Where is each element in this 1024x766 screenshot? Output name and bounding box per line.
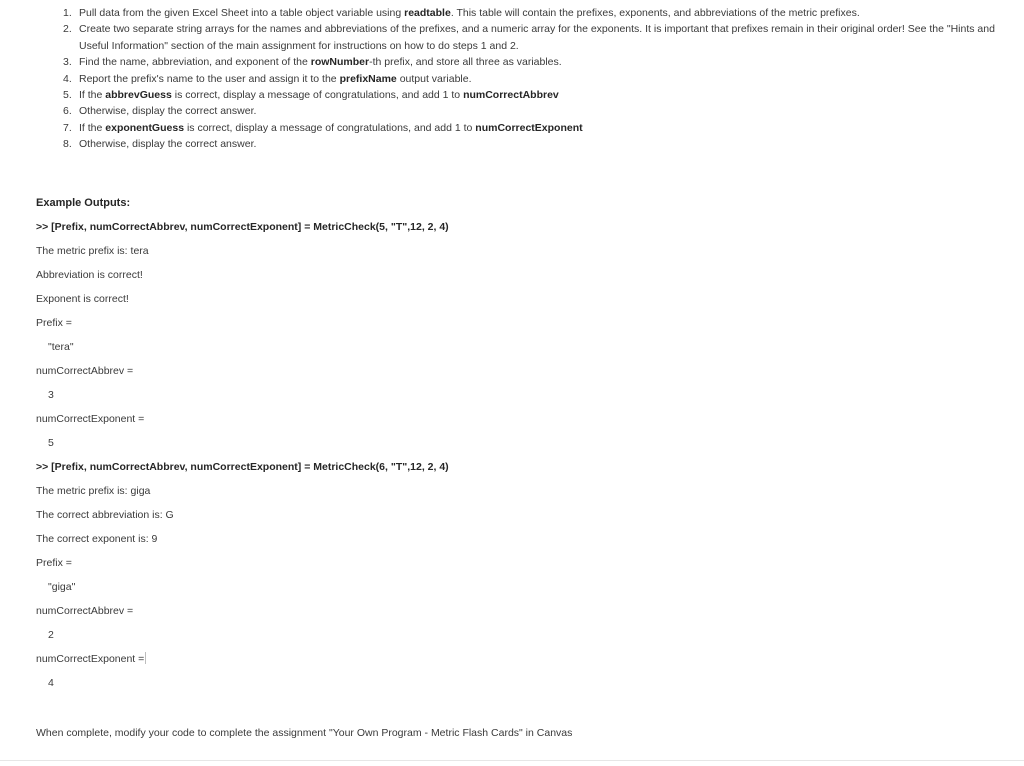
- step-keyword: numCorrectExponent: [475, 121, 583, 134]
- step-keyword: rowNumber: [310, 56, 370, 69]
- line-text: The correct abbreviation is: G: [36, 509, 174, 521]
- output-line: [36, 361, 996, 385]
- output-value: [36, 673, 996, 697]
- line-text: numCorrectExponent =: [36, 413, 145, 425]
- line-text: Abbreviation is correct!: [36, 269, 143, 281]
- step-text: is correct, display a message of congratulations, and add 1 to: [184, 121, 476, 134]
- output-line: [36, 265, 996, 289]
- output-line: [36, 409, 996, 433]
- step-keyword: readtable: [404, 7, 451, 19]
- step-item: [63, 21, 999, 54]
- line-text: 4: [48, 677, 54, 689]
- line-text: Prefix =: [36, 317, 72, 329]
- line-text: >> [Prefix, numCorrectAbbrev, numCorrectExponent] = MetricCheck(6, "T",12, 2, 4): [36, 461, 449, 473]
- line-text: numCorrectExponent =: [36, 653, 145, 665]
- step-text: If the: [79, 121, 106, 134]
- step-number: 2.: [63, 23, 72, 36]
- output-line: [36, 649, 996, 673]
- step-text: output variable.: [396, 72, 472, 85]
- step-number: 4.: [63, 72, 72, 85]
- step-text: -th prefix, and store all three as variables.: [369, 56, 562, 69]
- step-text: . This table will contain the prefixes, exponents, and abbreviations of the metric prefixes.: [450, 7, 860, 19]
- output-value: [36, 625, 996, 649]
- step-keyword: exponentGuess: [105, 121, 185, 134]
- output-value: [36, 337, 996, 361]
- line-text: 5: [48, 437, 54, 449]
- example-outputs-heading: Example Outputs:: [36, 197, 131, 209]
- step-text: Create two separate string arrays for the names and abbreviations of the prefixes, and a numeric array for the exponents. It is important that prefixes remain in their original order! See the "Hints and Useful Information" section of the main assignment for instructions on how to do steps 1 and 2.: [79, 23, 995, 52]
- line-text: The metric prefix is: tera: [36, 245, 149, 257]
- output-value: [36, 577, 996, 601]
- command-line: [36, 217, 996, 241]
- step-number: 8.: [63, 138, 72, 151]
- step-number: 6.: [63, 105, 72, 118]
- output-line: [36, 313, 996, 337]
- output-line: [36, 505, 996, 529]
- step-number: 1.: [63, 7, 72, 19]
- output-value: [36, 433, 996, 457]
- step-text: is correct, display a message of congratulations, and add 1 to: [171, 89, 464, 102]
- output-line: [36, 529, 996, 553]
- step-keyword: prefixName: [339, 72, 397, 85]
- step-item: [63, 103, 999, 119]
- step-item: [63, 87, 999, 103]
- step-keyword: abbrevGuess: [105, 89, 172, 102]
- step-text: Otherwise, display the correct answer.: [79, 138, 257, 151]
- line-text: "giga": [48, 581, 76, 593]
- output-line: [36, 289, 996, 313]
- step-text: Report the prefix's name to the user and assign it to the: [79, 72, 340, 85]
- line-text: Exponent is correct!: [36, 293, 129, 305]
- step-item: [63, 136, 999, 152]
- line-text: The correct exponent is: 9: [36, 533, 158, 545]
- example-outputs: [36, 193, 996, 697]
- step-item: [63, 120, 999, 136]
- step-item: [63, 71, 999, 87]
- bottom-divider: [0, 760, 1024, 761]
- line-text: 3: [48, 389, 54, 401]
- step-text: Find the name, abbreviation, and exponent of the: [79, 56, 311, 69]
- instruction-steps: [36, 5, 999, 153]
- output-line: [36, 553, 996, 577]
- step-number: 5.: [63, 89, 72, 102]
- line-text: "tera": [48, 341, 74, 353]
- step-item: [63, 5, 999, 21]
- output-value: [36, 385, 996, 409]
- step-number: 7.: [63, 121, 72, 134]
- text-cursor: [145, 652, 146, 664]
- step-text: If the: [79, 89, 106, 102]
- output-line: [36, 481, 996, 505]
- example-lines: [36, 217, 996, 697]
- step-number: 3.: [63, 56, 72, 69]
- completion-note: When complete, modify your code to complete the assignment "Your Own Program - Metric Flash Cards" in Canvas: [36, 727, 573, 739]
- line-text: 2: [48, 629, 54, 641]
- line-text: numCorrectAbbrev =: [36, 365, 134, 377]
- step-text: Otherwise, display the correct answer.: [79, 105, 257, 118]
- line-text: numCorrectAbbrev =: [36, 605, 134, 617]
- line-text: Prefix =: [36, 557, 72, 569]
- command-line: [36, 457, 996, 481]
- step-item: [63, 54, 999, 70]
- step-keyword: numCorrectAbbrev: [463, 89, 559, 102]
- output-line: [36, 241, 996, 265]
- step-text: Pull data from the given Excel Sheet into a table object variable using: [79, 7, 405, 19]
- line-text: >> [Prefix, numCorrectAbbrev, numCorrectExponent] = MetricCheck(5, "T",12, 2, 4): [36, 221, 449, 233]
- output-line: [36, 601, 996, 625]
- line-text: The metric prefix is: giga: [36, 485, 151, 497]
